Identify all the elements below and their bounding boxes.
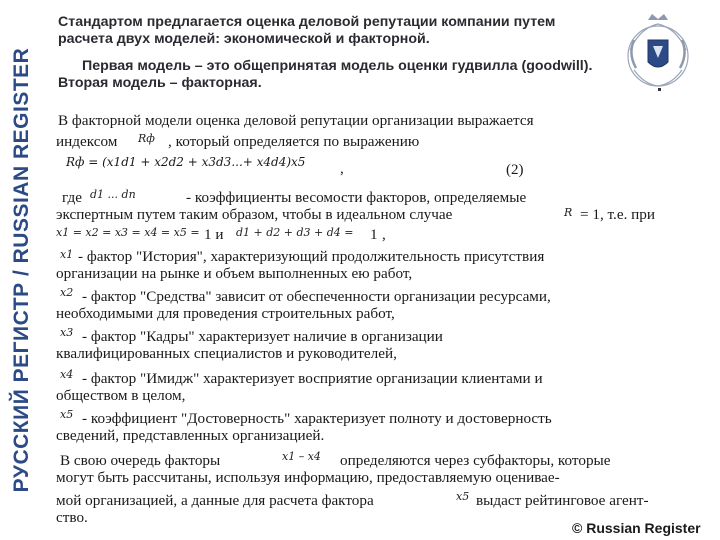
body-line-14: обществом в целом, [56,387,186,404]
body-line-10: необходимыми для проведения строительных работ, [56,305,395,322]
body-line-7: - фактор "История", характеризующий продолжительность присутствия [78,248,545,265]
math-x-condition: x1 = x2 = x3 = x4 = x5 = [56,226,200,239]
math-x1-x4: x1 – x4 [282,450,321,463]
body-line-2a: индексом [56,133,118,150]
equation-number: (2) [506,162,524,178]
decorative-dot [658,88,661,91]
body-line-13: - фактор "Имидж" характеризует восприятие организации клиентами и [82,370,543,387]
body-line-6a: 1 и [204,226,224,243]
body-line-5b: = 1, т.е. при [580,206,656,223]
math-r-phi: Rф [138,132,155,145]
watermark-text: РУССКИЙ РЕГИСТР / RUSSIAN REGISTER [10,47,33,493]
header-text [58,14,598,92]
math-x2: x2 [60,286,74,299]
body-line-20: ство. [56,509,88,526]
body-line-15: - коэффициент "Достоверность" характеризует полноту и достоверность [82,410,552,427]
body-line-17a: В свою очередь факторы [60,452,221,469]
body-line-11: - фактор "Кадры" характеризует наличие в организации [82,328,443,345]
body-line-6b: , [382,226,386,243]
body-line-2b: , который определяется по выражению [168,133,420,150]
math-d-range: d1 ... dn [90,188,136,201]
body-line-5a: экспертным путем таким образом, чтобы в идеальном случае [56,206,453,223]
body-line-19b: выдаст рейтинговое агент- [476,492,649,509]
body-line-1: В факторной модели оценка деловой репутации организации выражается [58,112,534,129]
sidebar-watermark [0,0,44,540]
body-line-4a: где [62,189,82,206]
formula-comma: , [340,160,344,177]
math-one: 1 [370,226,378,243]
header-paragraph-2: Первая модель – это общепринятая модель оценки гудвилла (goodwill). Вторая модель – факторная. [58,58,593,91]
math-x5: x5 [60,408,74,421]
body-line-18: могут быть рассчитаны, используя информацию, предоставляемую оценивае- [56,469,560,486]
body-line-19a: мой организацией, а данные для расчета фактора [56,492,374,509]
body-line-17b: определяются через субфакторы, которые [340,452,611,469]
body-line-4b: - коэффициенты весомости факторов, определяемые [186,189,527,206]
header-paragraph-1: Стандартом предлагается оценка деловой репутации компании путем расчета двух моделей: экономической и факторной. [58,14,556,47]
body-line-9: - фактор "Средства" зависит от обеспеченности организации ресурсами, [82,288,551,305]
math-d-sum: d1 + d2 + d3 + d4 = [236,226,354,239]
math-x1: x1 [60,248,74,261]
russian-register-emblem-icon [620,10,696,92]
body-line-8: организации на рынке и объем выполненных ею работ, [56,265,413,282]
body-line-12: квалифицированных специалистов и руководителей, [56,345,397,362]
math-r: R [564,206,573,219]
math-x4: x4 [60,368,74,381]
math-formula: Rф = (x1d1 + x2d2 + x3d3...+ x4d4)x5 [66,155,306,169]
body-line-16: сведений, представленных организацией. [56,427,325,444]
copyright-text: © Russian Register [572,520,701,536]
math-x5-inline: x5 [456,490,470,503]
math-x3: x3 [60,326,74,339]
